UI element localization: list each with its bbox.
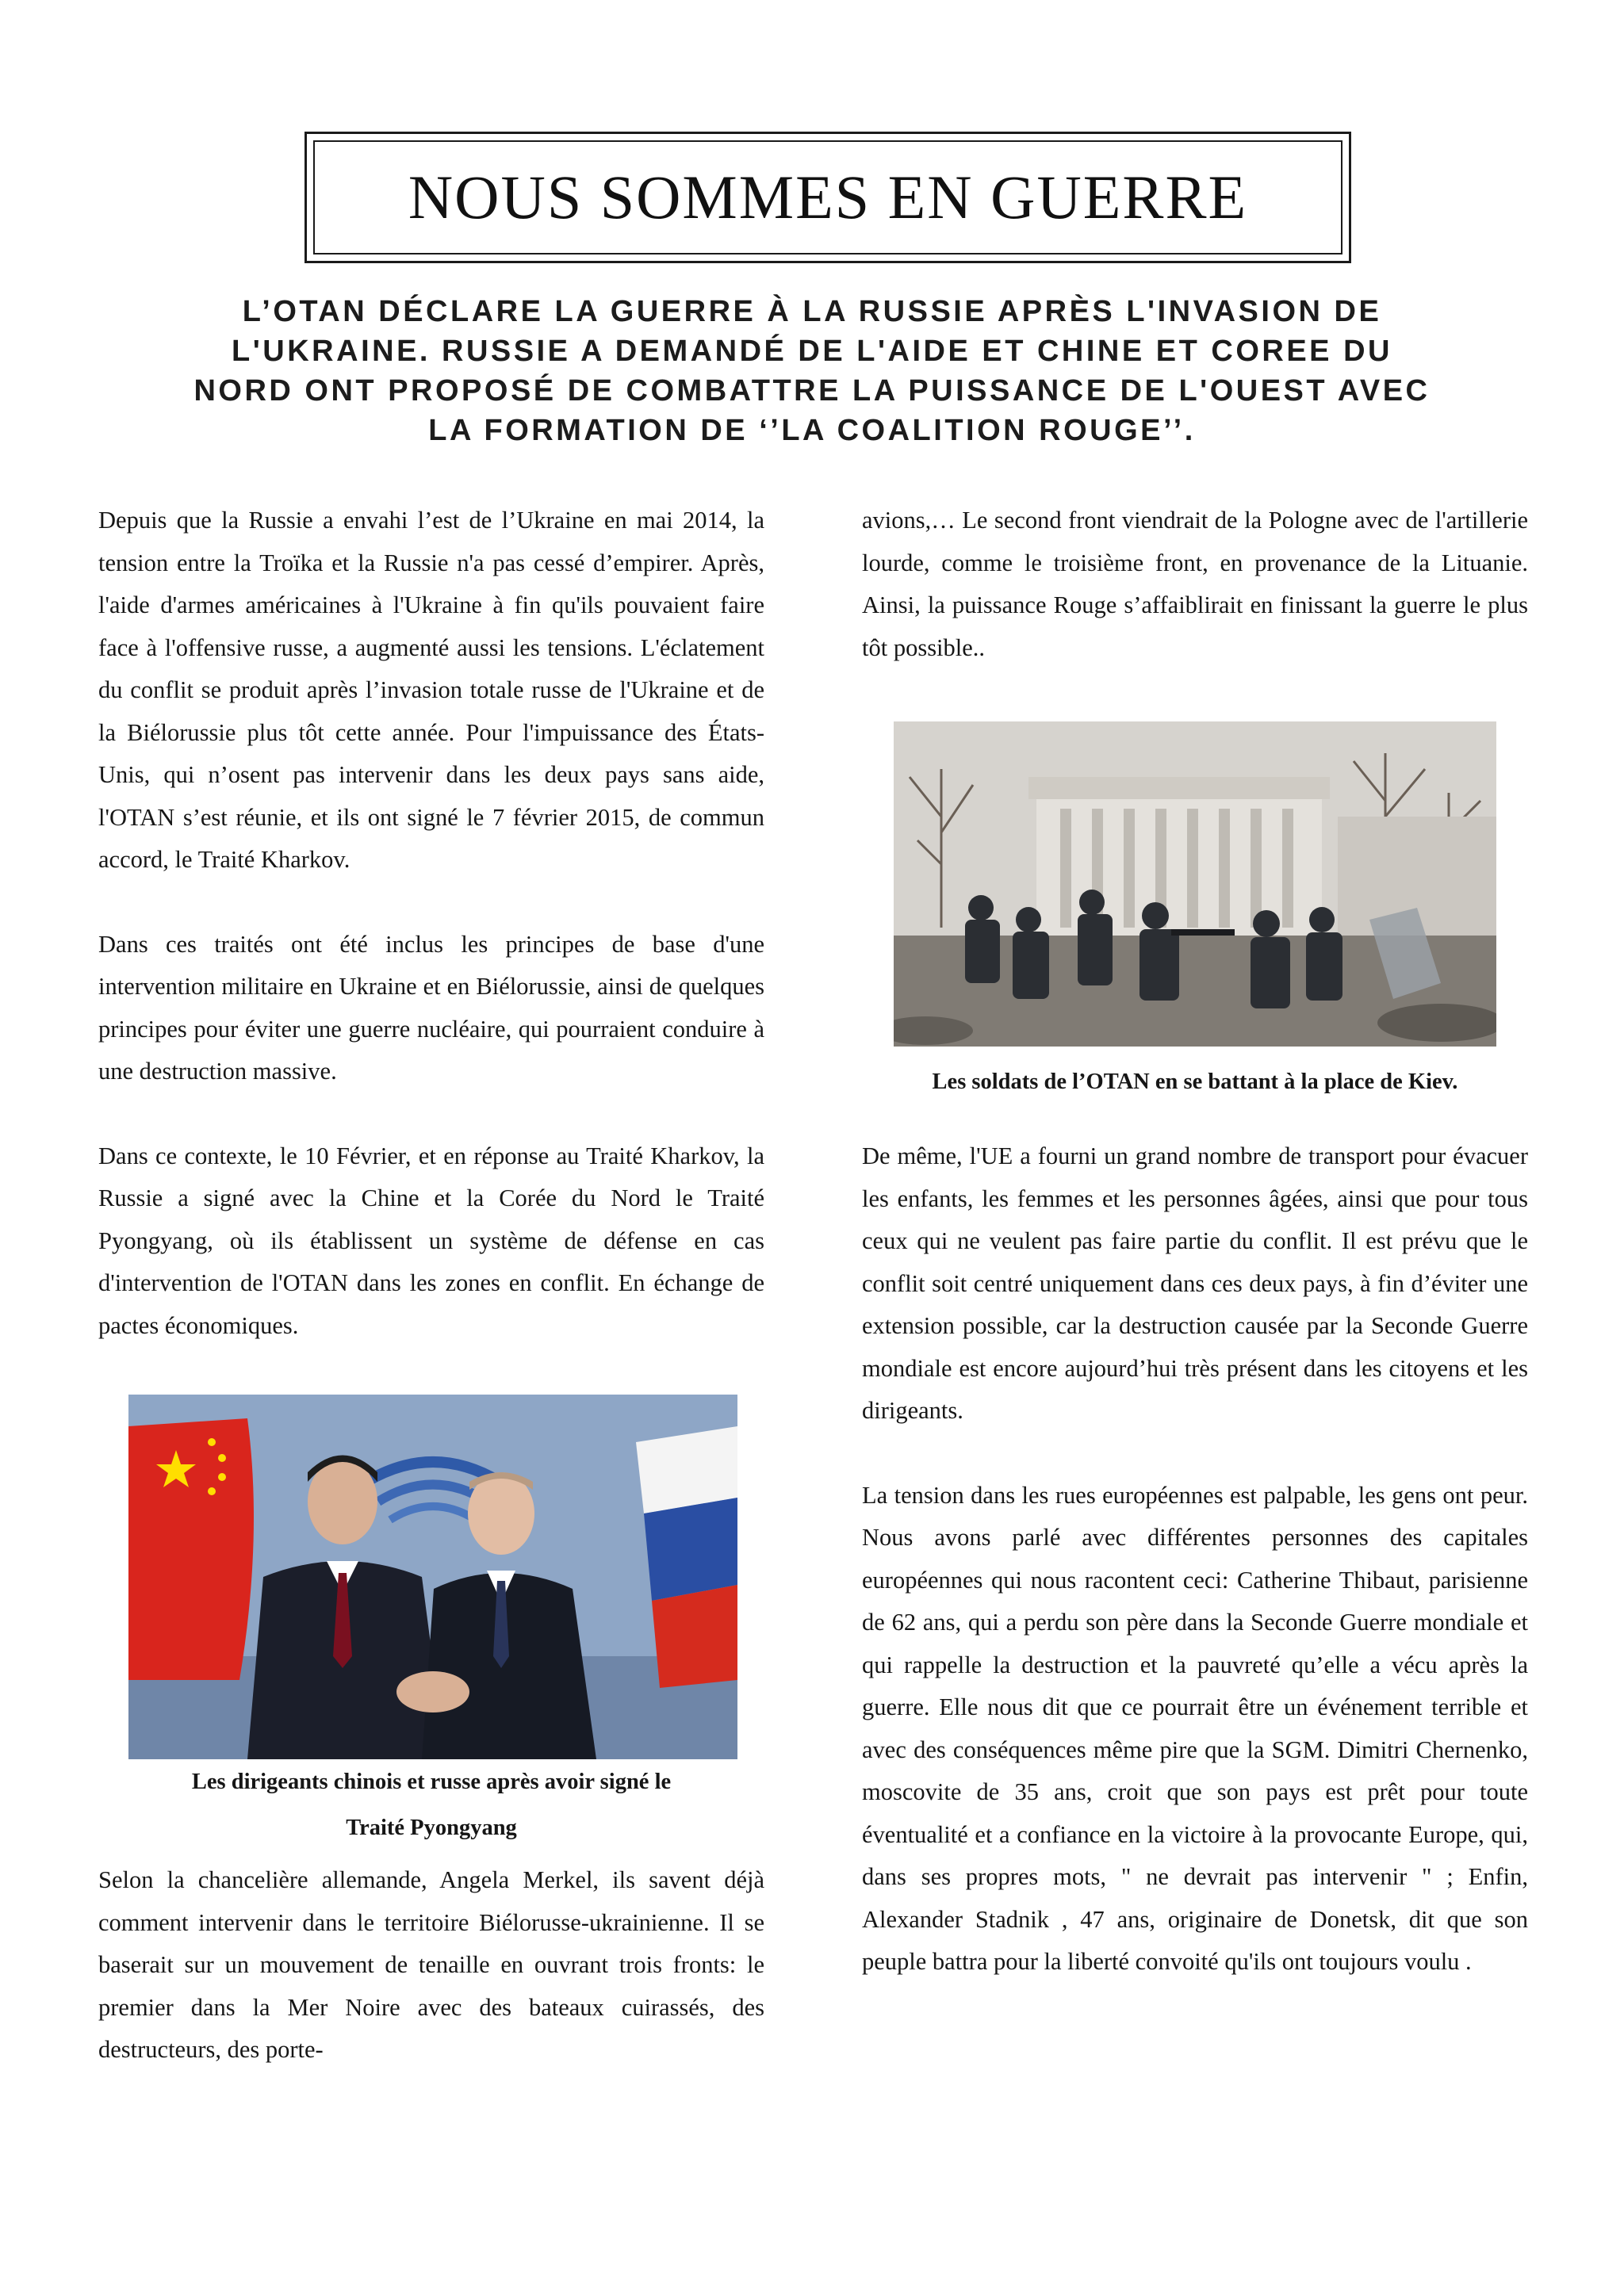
deck-line: L'UKRAINE. RUSSIE A DEMANDÉ DE L'AIDE ET CHINE ET COREE DU (232, 335, 1392, 368)
left-paragraph-2: Dans ces traités ont été inclus les principes de base d'une intervention militaire en Ukraine et en Biélorussie, ainsi de quelques principes pour éviter une guerre nucléaire, qui pourraient conduire à une destruction massive. (98, 930, 764, 1085)
right-paragraph-2: De même, l'UE a fourni un grand nombre de transport pour évacuer les enfants, les femmes et les personnes âgées, ainsi que pour tous ceux qui ne veulent pas faire partie du conflit. Il est prévu que le conflit soit centré uniquement dans ces deux pays, à fin d’éviter une extension possible, car la destruction causée par la Seconde Guerre mondiale est encore aujourd’hui très présent dans les citoyens et les dirigeants. (862, 1142, 1528, 1424)
right-column (862, 499, 1528, 1984)
kiev-photo (894, 721, 1496, 1047)
leaders-photo (128, 1395, 737, 1759)
deck-line: LA FORMATION DE ‘’LA COALITION ROUGE’’. (428, 414, 1196, 447)
right-paragraph-3: La tension dans les rues européennes est palpable, les gens ont peur. Nous avons parlé avec différentes personnes des capitales européennes qui nous racontent ceci: Catherine Thibaut, parisienne de 62 ans, qui a perdu son père dans la Seconde Guerre mondiale et qui rappelle la destruction et la pauvreté qu’elle a vécu après la guerre. Elle nous dit que ce pourrait être un événement terrible et avec des conséquences même pire que la SGM. Dimitri Chernenko, moscovite de 35 ans, croit que son pays est prêt pour toute éventualité et a confiance en la victoire à la provocante Europe, qui, dans ses propres mots, " ne devrait pas intervenir " ; Enfin, Alexander Stadnik , 47 ans, originaire de Donetsk, dit que son peuple battra pour la liberté convoité qu'ils ont toujours voulu . (862, 1481, 1528, 1975)
leaders-photo-illustration (128, 1395, 737, 1759)
page-title: NOUS SOMMES EN GUERRE (408, 163, 1248, 232)
left-paragraph-3: Dans ce contexte, le 10 Février, et en réponse au Traité Kharkov, la Russie a signé avec la Chine et la Corée du Nord le Traité Pyongyang, où ils établissent un système de défense en cas d'intervention de l'OTAN dans les zones en conflit. En échange de pactes économiques. (98, 1142, 764, 1339)
left-column (98, 499, 764, 2072)
kiev-figure (862, 721, 1528, 1105)
handshake (396, 1671, 469, 1712)
article-deck (119, 292, 1505, 450)
right-paragraph-1: avions,… Le second front viendrait de la Pologne avec de l'artillerie lourde, comme le troisième front, en provenance de la Lituanie. Ainsi, la puissance Rouge s’affaiblirait en finissant la guerre le plus tôt possible.. (862, 507, 1528, 661)
deck-line: NORD ONT PROPOSÉ DE COMBATTRE LA PUISSANCE DE L'OUEST AVEC (193, 374, 1431, 408)
left-paragraph-4: Selon la chancelière allemande, Angela Merkel, ils savent déjà comment intervenir dans le territoire Biélorusse-ukrainienne. Il se baserait sur un mouvement de tenaille en ouvrant trois fronts: le premier dans la Mer Noire avec des bateaux cuirassés, des destructeurs, des porte- (98, 1866, 764, 2063)
leaders-figure (98, 1395, 764, 1851)
title-frame (304, 132, 1351, 263)
columned-building (1028, 777, 1330, 943)
left-paragraph-1: Depuis que la Russie a envahi l’est de l’Ukraine en mai 2014, la tension entre la Troïka et la Russie n'a pas cessé d’empirer. Après, l'aide d'armes américaines à l'Ukraine à fin qu'ils pouvaient faire face à l'offensive russe, a augmenté aussi les tensions. L'éclatement du conflit se produit après l’invasion totale russe de l'Ukraine et de la Biélorussie plus tôt cette année. Pour l'impuissance des États-Unis, qui n’osent pas intervenir dans les deux pays sans aide, l'OTAN s’est réunie, et ils ont signé le 7 février 2015, de commun accord, le Traité Kharkov. (98, 507, 764, 873)
kiev-photo-caption: Les soldats de l’OTAN en se battant à la place de Kiev. (932, 1070, 1458, 1094)
caption-line: Traité Pyongyang (346, 1816, 517, 1840)
caption-line: Les dirigeants chinois et russe après avoir signé le (191, 1770, 672, 1794)
leaders-photo-caption (98, 1759, 764, 1851)
china-flag (128, 1418, 254, 1680)
kiev-photo-illustration (894, 721, 1496, 1047)
deck-line: L’OTAN DÉCLARE LA GUERRE À LA RUSSIE APRÈS L'INVASION DE (242, 295, 1382, 328)
title-frame-inner (313, 140, 1342, 254)
